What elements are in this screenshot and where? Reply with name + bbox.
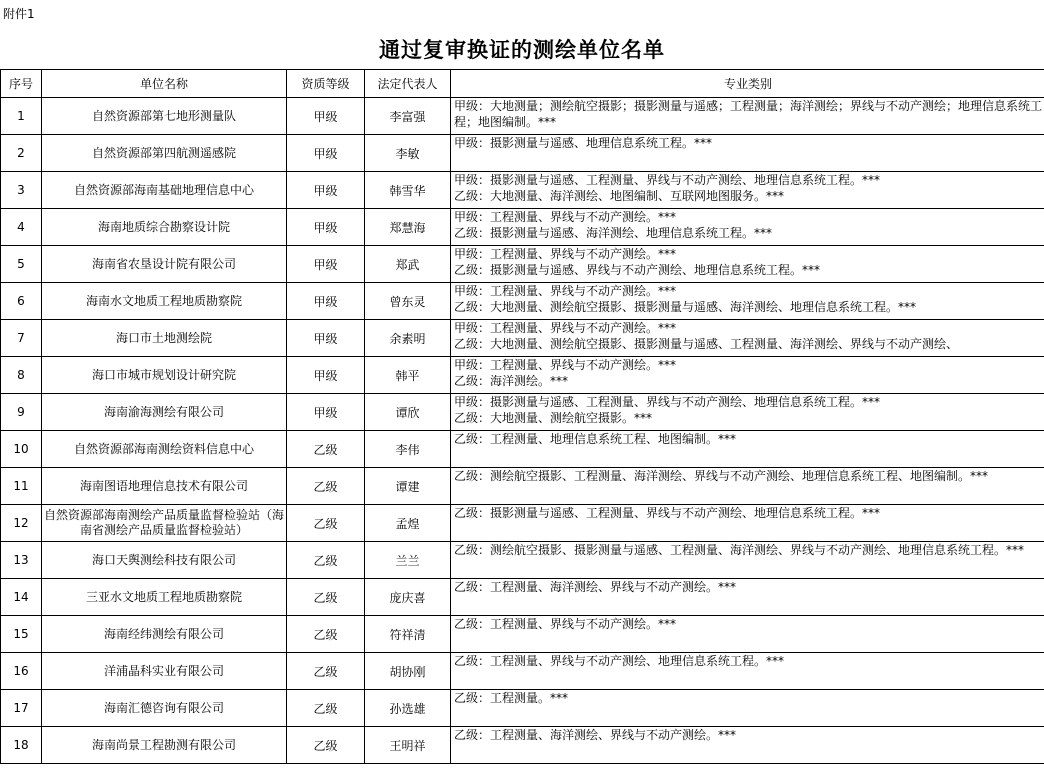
cell-legal-rep: 兰兰 bbox=[365, 542, 451, 579]
attachment-label: 附件1 bbox=[3, 7, 35, 21]
cell-legal-rep: 李敏 bbox=[365, 135, 451, 172]
table-row bbox=[1, 616, 1044, 653]
unit-name-text: 海南地质综合勘察设计院 bbox=[97, 220, 230, 234]
cell-unit-name bbox=[42, 283, 287, 320]
unit-name-text: 海南水文地质工程地质勘察院 bbox=[85, 294, 242, 308]
header-unit-name: 单位名称 bbox=[42, 70, 287, 98]
table-row bbox=[1, 394, 1044, 431]
category-line: 乙级：海洋测绘。*** bbox=[454, 374, 569, 388]
table-header-row bbox=[1, 70, 1044, 98]
cell-grade: 乙级 bbox=[287, 690, 365, 727]
unit-name-text: 自然资源部海南测绘产品质量监督检验站（海南省测绘产品质量监督检验站） bbox=[43, 508, 284, 537]
header-categories: 专业类别 bbox=[451, 70, 1044, 98]
category-line: 乙级：工程测量、界线与不动产测绘、地理信息系统工程。*** bbox=[454, 654, 785, 668]
cell-grade: 甲级 bbox=[287, 172, 365, 209]
table-row bbox=[1, 320, 1044, 357]
cell-grade: 甲级 bbox=[287, 283, 365, 320]
cell-grade: 甲级 bbox=[287, 246, 365, 283]
cell-grade: 甲级 bbox=[287, 209, 365, 246]
cell-no: 7 bbox=[1, 320, 42, 357]
category-line: 乙级：工程测量、界线与不动产测绘。*** bbox=[454, 617, 677, 631]
unit-list-table bbox=[0, 69, 1044, 764]
cell-legal-rep: 李富强 bbox=[365, 98, 451, 135]
category-line: 乙级：摄影测量与遥感、界线与不动产测绘、地理信息系统工程。*** bbox=[454, 263, 821, 277]
cell-grade: 甲级 bbox=[287, 394, 365, 431]
cell-legal-rep: 郑武 bbox=[365, 246, 451, 283]
cell-legal-rep: 孟煌 bbox=[365, 505, 451, 542]
unit-name-text: 海南尚景工程勘测有限公司 bbox=[91, 738, 236, 752]
page-title: 通过复审换证的测绘单位名单 bbox=[379, 37, 665, 62]
table-row bbox=[1, 209, 1044, 246]
table-row bbox=[1, 98, 1044, 135]
cell-unit-name bbox=[42, 135, 287, 172]
cell-no: 13 bbox=[1, 542, 42, 579]
cell-unit-name bbox=[42, 357, 287, 394]
cell-legal-rep: 庞庆喜 bbox=[365, 579, 451, 616]
table-row bbox=[1, 727, 1044, 764]
table-row bbox=[1, 357, 1044, 394]
cell-legal-rep: 谭建 bbox=[365, 468, 451, 505]
unit-name-text: 洋浦晶科实业有限公司 bbox=[103, 664, 224, 678]
table-row bbox=[1, 579, 1044, 616]
unit-name-text: 海口市土地测绘院 bbox=[115, 331, 212, 345]
cell-unit-name bbox=[42, 468, 287, 505]
unit-name-text: 海南渝海测绘有限公司 bbox=[103, 405, 224, 419]
cell-grade: 乙级 bbox=[287, 431, 365, 468]
cell-legal-rep: 孙选雄 bbox=[365, 690, 451, 727]
category-line: 乙级：大地测量、海洋测绘、地图编制、互联网地图服务。*** bbox=[454, 189, 785, 203]
category-line: 甲级：工程测量、界线与不动产测绘。*** bbox=[454, 284, 677, 298]
category-line: 甲级：工程测量、界线与不动产测绘。*** bbox=[454, 210, 677, 224]
cell-categories bbox=[451, 357, 1044, 394]
cell-legal-rep: 谭欣 bbox=[365, 394, 451, 431]
cell-unit-name bbox=[42, 690, 287, 727]
cell-no: 6 bbox=[1, 283, 42, 320]
cell-categories bbox=[451, 542, 1044, 579]
cell-unit-name bbox=[42, 320, 287, 357]
cell-categories bbox=[451, 468, 1044, 505]
category-line: 甲级：大地测量；测绘航空摄影；摄影测量与遥感；工程测量；海洋测绘；界线与不动产测绘；地理信息系统工程；地图编制。*** bbox=[454, 99, 1043, 129]
table-row bbox=[1, 542, 1044, 579]
cell-no: 10 bbox=[1, 431, 42, 468]
cell-grade: 甲级 bbox=[287, 357, 365, 394]
cell-unit-name bbox=[42, 542, 287, 579]
category-line: 甲级：工程测量、界线与不动产测绘。*** bbox=[454, 321, 677, 335]
cell-no: 18 bbox=[1, 727, 42, 764]
cell-no: 3 bbox=[1, 172, 42, 209]
cell-unit-name bbox=[42, 431, 287, 468]
category-line: 乙级：大地测量、测绘航空摄影、摄影测量与遥感、海洋测绘、地理信息系统工程。*** bbox=[454, 300, 917, 314]
category-line: 甲级：摄影测量与遥感、工程测量、界线与不动产测绘、地理信息系统工程。*** bbox=[454, 173, 881, 187]
cell-legal-rep: 胡协刚 bbox=[365, 653, 451, 690]
cell-legal-rep: 韩平 bbox=[365, 357, 451, 394]
unit-name-text: 自然资源部海南基础地理信息中心 bbox=[73, 183, 254, 197]
cell-categories bbox=[451, 579, 1044, 616]
table-row bbox=[1, 246, 1044, 283]
cell-no: 4 bbox=[1, 209, 42, 246]
cell-categories bbox=[451, 320, 1044, 357]
category-line: 乙级：工程测量、地理信息系统工程、地图编制。*** bbox=[454, 432, 737, 446]
cell-no: 16 bbox=[1, 653, 42, 690]
unit-name-text: 海南经纬测绘有限公司 bbox=[103, 627, 224, 641]
cell-categories bbox=[451, 727, 1044, 764]
category-line: 乙级：摄影测量与遥感、海洋测绘、地理信息系统工程。*** bbox=[454, 226, 773, 240]
cell-categories bbox=[451, 690, 1044, 727]
category-line: 乙级：测绘航空摄影、工程测量、海洋测绘、界线与不动产测绘、地理信息系统工程、地图编制。*** bbox=[454, 469, 989, 483]
cell-grade: 乙级 bbox=[287, 653, 365, 690]
cell-unit-name bbox=[42, 727, 287, 764]
cell-grade: 乙级 bbox=[287, 505, 365, 542]
cell-unit-name bbox=[42, 98, 287, 135]
cell-categories bbox=[451, 135, 1044, 172]
cell-grade: 甲级 bbox=[287, 135, 365, 172]
cell-legal-rep: 郑慧海 bbox=[365, 209, 451, 246]
category-line: 乙级：测绘航空摄影、摄影测量与遥感、工程测量、海洋测绘、界线与不动产测绘、地理信息系统工程。*** bbox=[454, 543, 1025, 557]
header-no: 序号 bbox=[1, 70, 42, 98]
cell-unit-name bbox=[42, 246, 287, 283]
cell-unit-name bbox=[42, 505, 287, 542]
cell-categories bbox=[451, 505, 1044, 542]
cell-categories bbox=[451, 653, 1044, 690]
category-line: 乙级：大地测量、测绘航空摄影。*** bbox=[454, 411, 653, 425]
category-line: 乙级：工程测量、海洋测绘、界线与不动产测绘。*** bbox=[454, 580, 737, 594]
cell-grade: 乙级 bbox=[287, 616, 365, 653]
cell-no: 5 bbox=[1, 246, 42, 283]
unit-name-text: 三亚水文地质工程地质勘察院 bbox=[85, 590, 242, 604]
table-row bbox=[1, 172, 1044, 209]
table-row bbox=[1, 431, 1044, 468]
unit-name-text: 自然资源部海南测绘资料信息中心 bbox=[73, 442, 254, 456]
table-row bbox=[1, 468, 1044, 505]
category-line: 甲级：摄影测量与遥感、工程测量、界线与不动产测绘、地理信息系统工程。*** bbox=[454, 395, 881, 409]
cell-legal-rep: 曾东灵 bbox=[365, 283, 451, 320]
category-line: 甲级：工程测量、界线与不动产测绘。*** bbox=[454, 247, 677, 261]
cell-no: 1 bbox=[1, 98, 42, 135]
table-row bbox=[1, 690, 1044, 727]
unit-name-text: 海口市城市规划设计研究院 bbox=[91, 368, 236, 382]
cell-categories bbox=[451, 431, 1044, 468]
cell-unit-name bbox=[42, 209, 287, 246]
cell-categories bbox=[451, 246, 1044, 283]
table-row bbox=[1, 135, 1044, 172]
cell-grade: 乙级 bbox=[287, 579, 365, 616]
table-row bbox=[1, 283, 1044, 320]
cell-no: 14 bbox=[1, 579, 42, 616]
unit-name-text: 海口天舆测绘科技有限公司 bbox=[91, 553, 236, 567]
category-line: 甲级：工程测量、界线与不动产测绘。*** bbox=[454, 358, 677, 372]
unit-name-text: 自然资源部第七地形测量队 bbox=[91, 109, 236, 123]
cell-legal-rep: 符祥清 bbox=[365, 616, 451, 653]
cell-no: 11 bbox=[1, 468, 42, 505]
unit-name-text: 自然资源部第四航测遥感院 bbox=[91, 146, 236, 160]
cell-legal-rep: 王明祥 bbox=[365, 727, 451, 764]
table-row bbox=[1, 505, 1044, 542]
cell-categories bbox=[451, 283, 1044, 320]
cell-grade: 甲级 bbox=[287, 320, 365, 357]
cell-legal-rep: 余素明 bbox=[365, 320, 451, 357]
cell-unit-name bbox=[42, 653, 287, 690]
cell-unit-name bbox=[42, 172, 287, 209]
cell-categories bbox=[451, 98, 1044, 135]
cell-no: 8 bbox=[1, 357, 42, 394]
category-line: 乙级：大地测量、测绘航空摄影、摄影测量与遥感、工程测量、海洋测绘、界线与不动产测绘、 bbox=[454, 337, 959, 351]
cell-legal-rep: 韩雪华 bbox=[365, 172, 451, 209]
cell-legal-rep: 李伟 bbox=[365, 431, 451, 468]
category-line: 乙级：摄影测量与遥感、工程测量、界线与不动产测绘、地理信息系统工程。*** bbox=[454, 506, 881, 520]
cell-categories bbox=[451, 209, 1044, 246]
unit-name-text: 海南汇德咨询有限公司 bbox=[103, 701, 224, 715]
unit-name-text: 海南省农垦设计院有限公司 bbox=[91, 257, 236, 271]
cell-no: 12 bbox=[1, 505, 42, 542]
cell-grade: 乙级 bbox=[287, 468, 365, 505]
category-line: 甲级：摄影测量与遥感、地理信息系统工程。*** bbox=[454, 136, 713, 150]
header-grade: 资质等级 bbox=[287, 70, 365, 98]
cell-categories bbox=[451, 394, 1044, 431]
table-row bbox=[1, 653, 1044, 690]
cell-unit-name bbox=[42, 579, 287, 616]
cell-no: 17 bbox=[1, 690, 42, 727]
cell-grade: 甲级 bbox=[287, 98, 365, 135]
cell-unit-name bbox=[42, 394, 287, 431]
category-line: 乙级：工程测量、海洋测绘、界线与不动产测绘。*** bbox=[454, 728, 737, 742]
cell-categories bbox=[451, 616, 1044, 653]
category-line: 乙级：工程测量。*** bbox=[454, 691, 569, 705]
cell-no: 9 bbox=[1, 394, 42, 431]
unit-name-text: 海南图语地理信息技术有限公司 bbox=[79, 479, 248, 493]
cell-no: 15 bbox=[1, 616, 42, 653]
cell-grade: 乙级 bbox=[287, 542, 365, 579]
cell-grade: 乙级 bbox=[287, 727, 365, 764]
cell-unit-name bbox=[42, 616, 287, 653]
header-legal-rep: 法定代表人 bbox=[365, 70, 451, 98]
cell-categories bbox=[451, 172, 1044, 209]
cell-no: 2 bbox=[1, 135, 42, 172]
